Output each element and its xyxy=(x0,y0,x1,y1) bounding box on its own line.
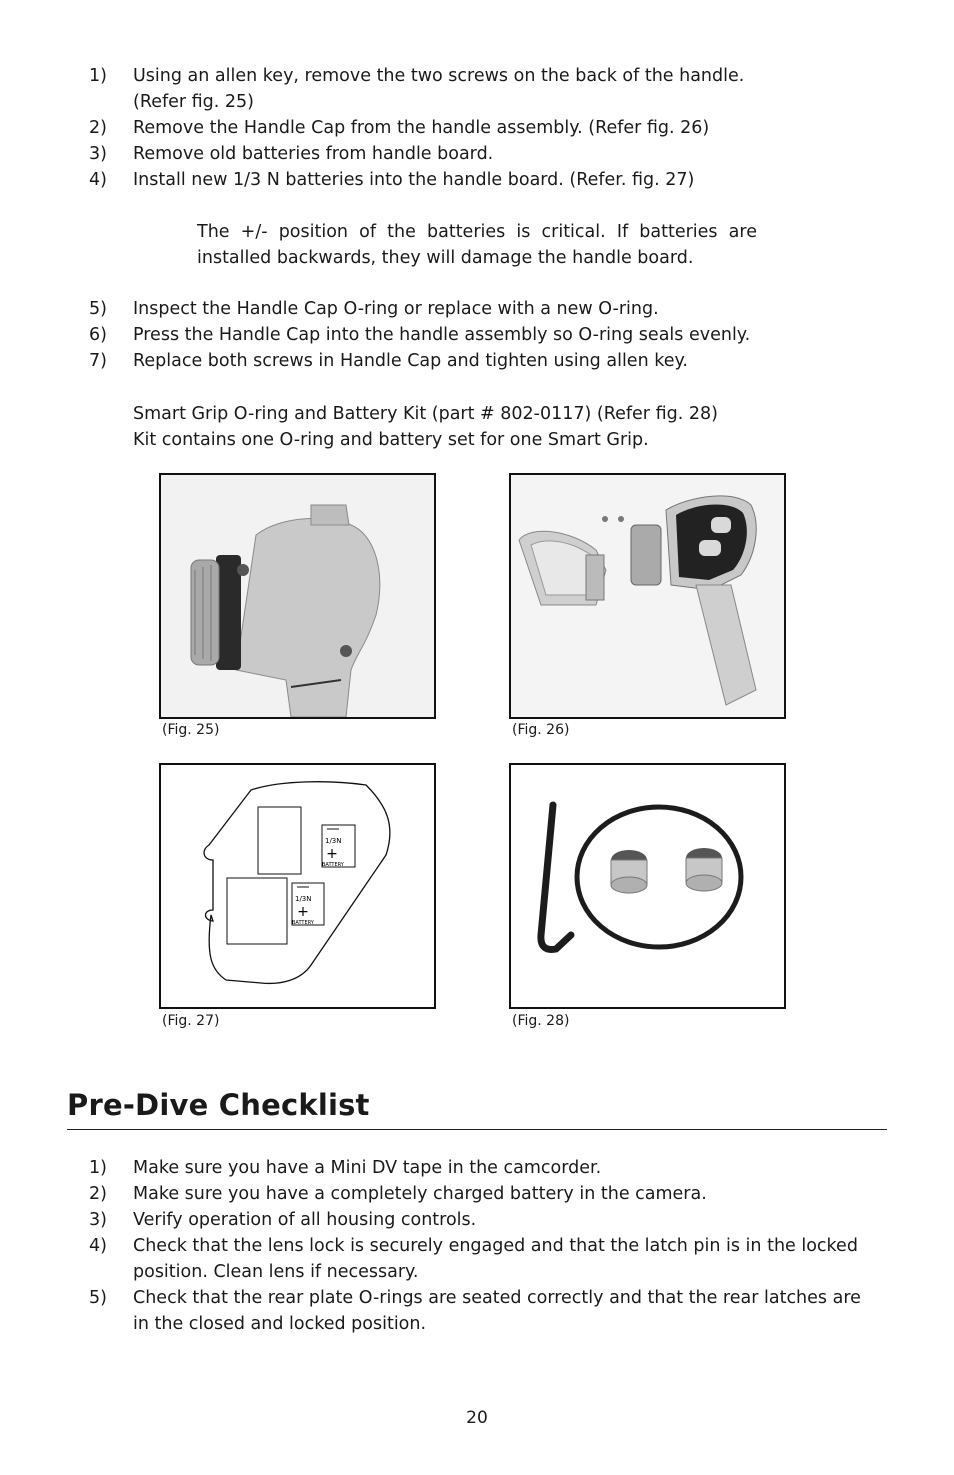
warning-note: The +/- position of the batteries is critical. If batteries are installed backwards, they will damage the handle board. xyxy=(197,222,757,268)
item-text: Make sure you have a completely charged battery in the camera. xyxy=(133,1184,707,1204)
item-text: Check that the lens lock is securely engaged and that the latch pin is in the locked position. Clean lens if necessary. xyxy=(133,1236,858,1282)
disassembled-handle-illustration xyxy=(511,475,784,717)
handle-board-diagram xyxy=(161,765,434,1007)
kit-line-2: Kit contains one O-ring and battery set for one Smart Grip. xyxy=(133,430,649,450)
step-number: 3) xyxy=(89,144,107,164)
battery-word-bottom: BATTERY xyxy=(292,920,314,926)
plus-sign-top: + xyxy=(326,846,338,862)
page-number: 20 xyxy=(466,1408,488,1428)
section-title: Pre-Dive Checklist xyxy=(67,1088,370,1122)
kit-line-1: Smart Grip O-ring and Battery Kit (part # 802-0117) (Refer fig. 28) xyxy=(133,404,718,424)
figure-27-caption: (Fig. 27) xyxy=(162,1013,220,1029)
step-text: Using an allen key, remove the two screws on the back of the handle. (Refer fig. 25) xyxy=(133,66,745,112)
handle-illustration xyxy=(161,475,434,717)
battery-label-top-size: 1/3N xyxy=(325,837,342,845)
item-number: 3) xyxy=(89,1210,107,1230)
step-text: Replace both screws in Handle Cap and tighten using allen key. xyxy=(133,351,688,371)
title-divider xyxy=(67,1129,887,1130)
figure-26-caption: (Fig. 26) xyxy=(512,722,570,738)
step-text: Remove the Handle Cap from the handle assembly. (Refer fig. 26) xyxy=(133,118,710,138)
item-number: 2) xyxy=(89,1184,107,1204)
step-number: 1) xyxy=(89,66,107,86)
battery-word-top: BATTERY xyxy=(322,862,344,868)
step-text: Install new 1/3 N batteries into the handle board. (Refer. fig. 27) xyxy=(133,170,695,190)
figure-28-caption: (Fig. 28) xyxy=(512,1013,570,1029)
figure-25-handle-photo xyxy=(159,473,436,719)
figure-28-kit-photo xyxy=(509,763,786,1009)
item-number: 5) xyxy=(89,1288,107,1308)
figure-27-board-diagram xyxy=(159,763,436,1009)
item-text: Verify operation of all housing controls. xyxy=(133,1210,477,1230)
step-number: 2) xyxy=(89,118,107,138)
step-number: 5) xyxy=(89,299,107,319)
item-number: 4) xyxy=(89,1236,107,1256)
battery-label-bottom-size: 1/3N xyxy=(295,895,312,903)
kit-illustration xyxy=(511,765,784,1007)
item-text: Check that the rear plate O-rings are seated correctly and that the rear latches are in the closed and locked position. xyxy=(133,1288,861,1334)
step-text: Press the Handle Cap into the handle assembly so O-ring seals evenly. xyxy=(133,325,751,345)
step-number: 6) xyxy=(89,325,107,345)
figure-26-disassembled-photo xyxy=(509,473,786,719)
step-number: 7) xyxy=(89,351,107,371)
step-text: Remove old batteries from handle board. xyxy=(133,144,494,164)
item-number: 1) xyxy=(89,1158,107,1178)
step-text: Inspect the Handle Cap O-ring or replace with a new O-ring. xyxy=(133,299,659,319)
step-number: 4) xyxy=(89,170,107,190)
plus-sign-bottom: + xyxy=(297,904,309,920)
figure-25-caption: (Fig. 25) xyxy=(162,722,220,738)
item-text: Make sure you have a Mini DV tape in the camcorder. xyxy=(133,1158,602,1178)
